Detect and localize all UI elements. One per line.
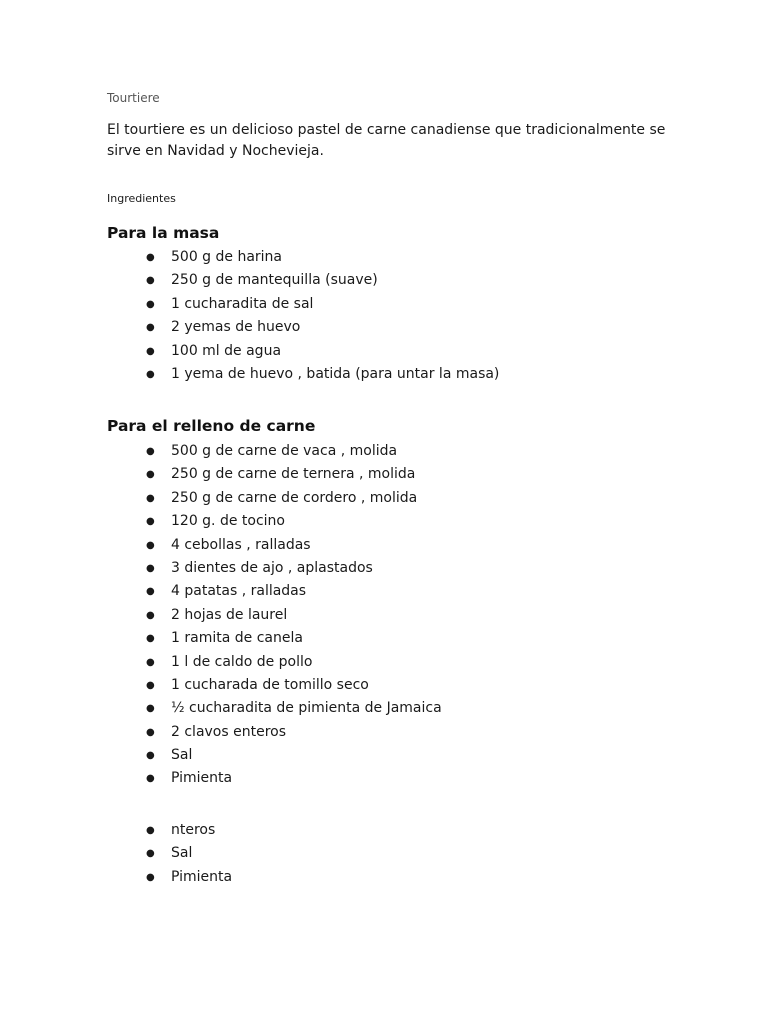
bullet-dot-icon: ●	[146, 848, 155, 860]
list-item-text: 3 dientes de ajo , aplastados	[171, 559, 373, 576]
bullet-dot-icon: ●	[146, 492, 155, 504]
bullet-dot-icon: ●	[146, 656, 155, 668]
bullet-dot-icon: ●	[146, 322, 155, 334]
list-item-text: Sal	[171, 747, 193, 764]
bullet-dot-icon: ●	[146, 825, 155, 836]
list-item-text: Pimienta	[171, 868, 233, 885]
bullet-dot-icon: ●	[146, 368, 155, 380]
list-item-text: 2 hojas de laurel	[171, 606, 288, 623]
list-item-text: 1 cucharada de tomillo seco	[171, 676, 369, 693]
bullet-dot-icon: ●	[146, 773, 155, 785]
bullet-dot-icon: ●	[146, 345, 155, 357]
list-item-text: Pimienta	[171, 770, 233, 787]
bullet-dot-icon: ●	[146, 275, 155, 287]
list-item-text: 1 l de caldo de pollo	[171, 653, 313, 670]
intro-paragraph: El tourtiere es un delicioso pastel de carne canadiense que tradicionalmente se sirve en Navidad y Nochevieja.	[107, 122, 666, 159]
bullet-dot-icon: ●	[146, 726, 155, 738]
section-heading-masa: Para la masa	[107, 224, 220, 242]
list-item-text: 2 yemas de huevo	[171, 319, 301, 336]
list-item-text: 100 ml de agua	[171, 342, 282, 359]
bullet-dot-icon: ●	[146, 609, 155, 621]
bullet-dot-icon: ●	[146, 633, 155, 645]
bullet-dot-icon: ●	[146, 750, 155, 762]
list-item-text: ½ cucharadita de pimienta de Jamaica	[171, 700, 442, 717]
list-item-text: 250 g de carne de ternera , molida	[171, 466, 416, 483]
list-item-text: 250 g de mantequilla (suave)	[171, 272, 378, 289]
bullet-dot-icon: ●	[146, 252, 155, 263]
list-item-text: 4 patatas , ralladas	[171, 583, 307, 600]
list-item-text: 500 g de carne de vaca , molida	[171, 443, 398, 459]
document-title: Tourtiere	[107, 91, 160, 105]
list-item-text: 500 g de harina	[171, 249, 283, 265]
bullet-dot-icon: ●	[146, 871, 155, 883]
list-item-text: Sal	[171, 845, 193, 862]
bullet-dot-icon: ●	[146, 679, 155, 691]
bullet-dot-icon: ●	[146, 586, 155, 598]
list-item-text: 120 g. de tocino	[171, 513, 285, 530]
bullet-dot-icon: ●	[146, 298, 155, 310]
ingredients-label: Ingredientes	[107, 192, 176, 205]
bullet-dot-icon: ●	[146, 469, 155, 481]
list-item-text: 250 g de carne de cordero , molida	[171, 489, 418, 506]
list-item-text: nteros	[171, 822, 216, 838]
bullet-dot-icon: ●	[146, 516, 155, 528]
list-item-text: 1 cucharadita de sal	[171, 295, 314, 312]
list-item-text: 4 cebollas , ralladas	[171, 536, 311, 553]
list-item-text: 1 ramita de canela	[171, 630, 303, 647]
list-item-text: 2 clavos enteros	[171, 723, 287, 740]
bullet-dot-icon: ●	[146, 562, 155, 574]
bullet-dot-icon: ●	[146, 539, 155, 551]
section-heading-relleno: Para el relleno de carne	[107, 417, 316, 435]
list-item-text: 1 yema de huevo , batida (para untar la masa)	[171, 365, 500, 382]
bullet-dot-icon: ●	[146, 446, 155, 457]
bullet-dot-icon: ●	[146, 703, 155, 715]
